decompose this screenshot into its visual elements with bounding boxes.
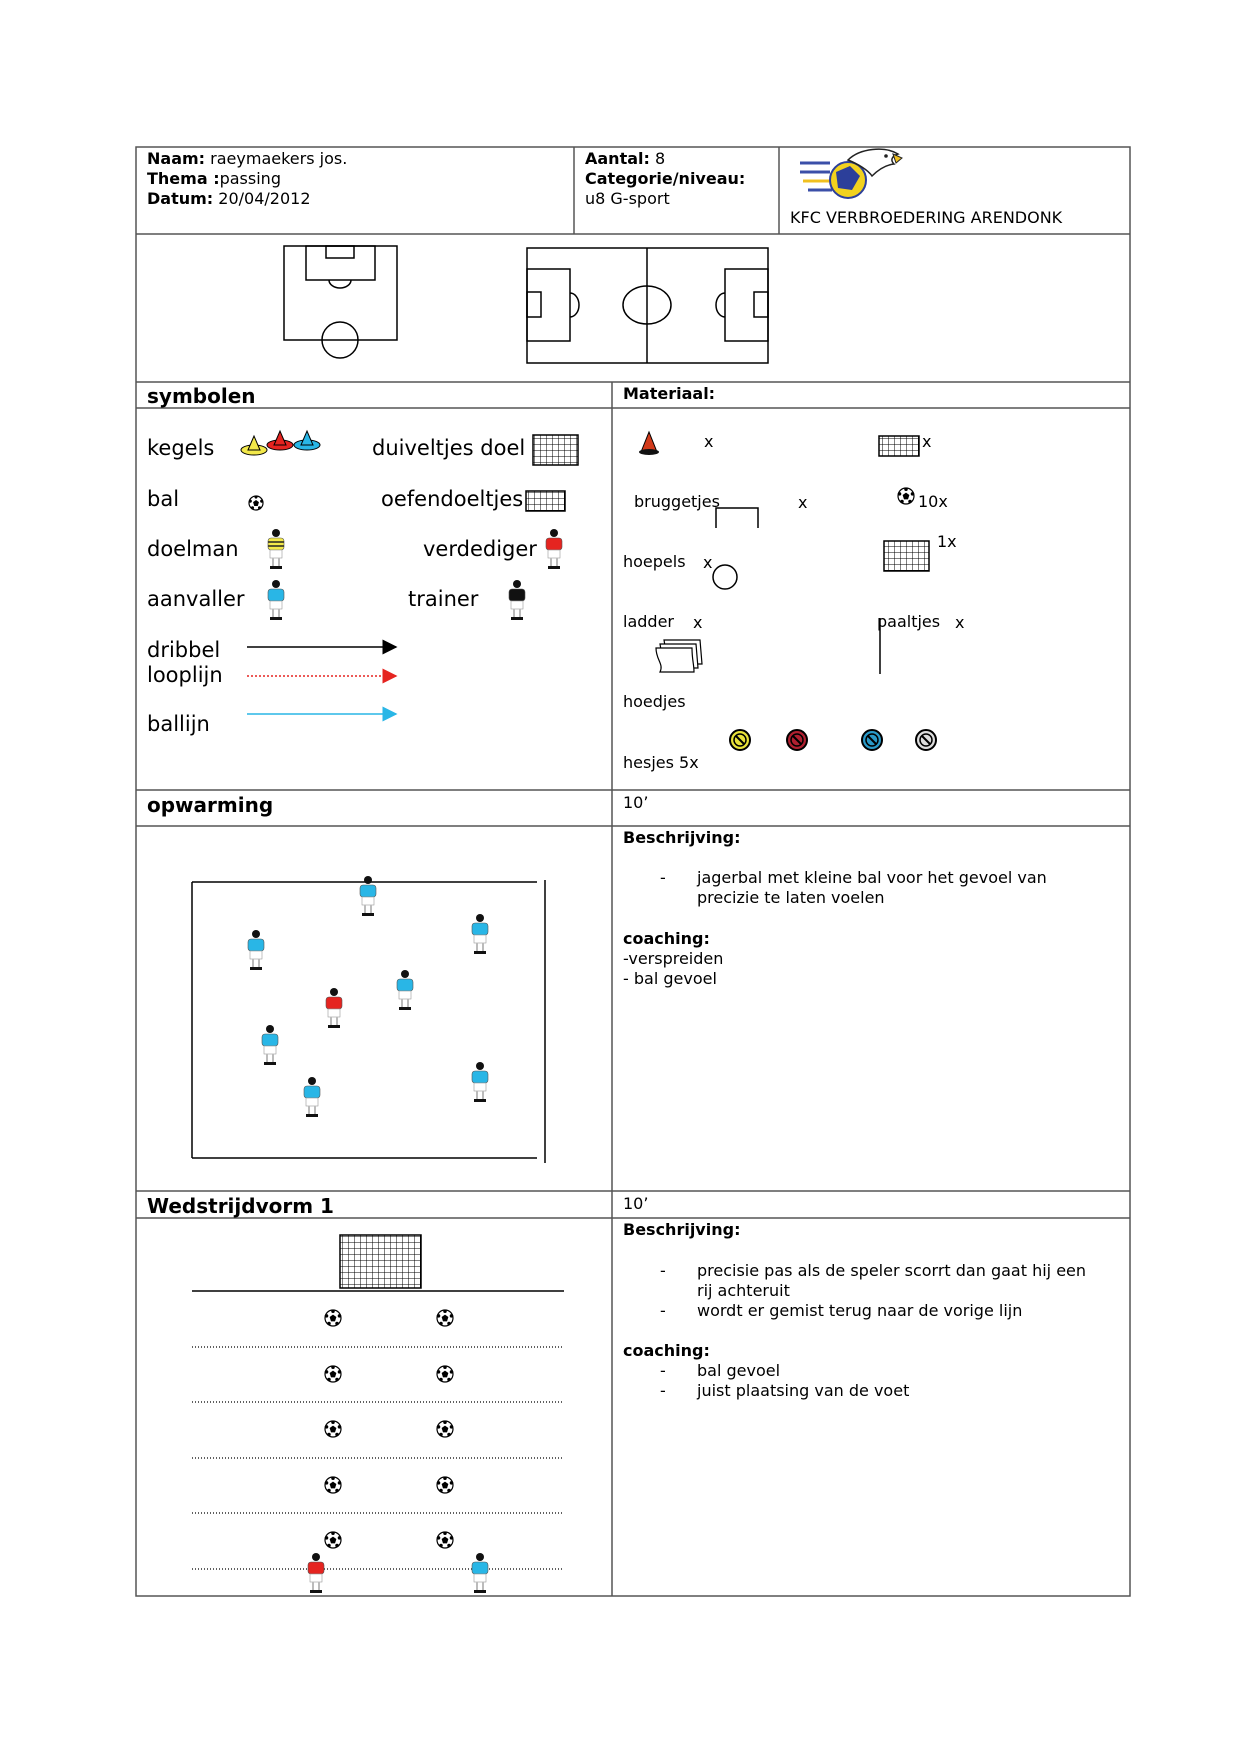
thema-label: Thema : bbox=[147, 169, 220, 188]
label-hesjes: hesjes 5x bbox=[623, 753, 699, 772]
naam-label: Naam: bbox=[147, 149, 206, 168]
wedstrijdvorm-title: Wedstrijdvorm 1 bbox=[147, 1194, 334, 1218]
opwarming-beschrijving-label: Beschrijving: bbox=[623, 828, 741, 847]
materiaal-title: Materiaal: bbox=[623, 384, 716, 403]
label-doelman: doelman bbox=[147, 537, 239, 561]
hoepels-count: x bbox=[703, 553, 713, 572]
label-paaltjes: paaltjes bbox=[877, 612, 941, 631]
thema-value: passing bbox=[219, 169, 281, 188]
label-aanvaller: aanvaller bbox=[147, 587, 245, 611]
ballen-count: 10x bbox=[918, 492, 948, 511]
opwarming-item-1: jagerbal met kleine bal voor het gevoel van bbox=[697, 868, 1047, 887]
opwarming-title: opwarming bbox=[147, 793, 274, 817]
wedstrijdvorm-coaching-label: coaching: bbox=[623, 1341, 710, 1360]
wedstrijdvorm-coaching-2: juist plaatsing van de voet bbox=[697, 1381, 910, 1400]
label-hoedjes: hoedjes bbox=[623, 692, 686, 711]
ladder-count: x bbox=[693, 613, 703, 632]
bullet-dash: - bbox=[660, 1381, 666, 1400]
opwarming-item-2: precizie te laten voelen bbox=[697, 888, 885, 907]
label-ballijn: ballijn bbox=[147, 712, 210, 736]
naam-line bbox=[147, 149, 347, 169]
label-verdediger: verdediger bbox=[423, 537, 537, 561]
datum-line bbox=[147, 189, 311, 209]
symbolen-title: symbolen bbox=[147, 384, 256, 408]
doel-count: 1x bbox=[937, 532, 957, 551]
label-looplijn: looplijn bbox=[147, 663, 223, 687]
kegel-count: x bbox=[704, 432, 714, 451]
label-oefendoeltjes: oefendoeltjes bbox=[381, 487, 524, 511]
wedstrijdvorm-coaching-1: bal gevoel bbox=[697, 1361, 781, 1380]
aantal-value: 8 bbox=[655, 149, 666, 168]
opwarming-coaching-1: -verspreiden bbox=[623, 949, 724, 968]
categorie-value: u8 G-sport bbox=[585, 189, 670, 208]
wedstrijdvorm-time: 10’ bbox=[623, 1194, 649, 1213]
thema-line bbox=[147, 169, 281, 189]
categorie-label: Categorie/niveau: bbox=[585, 169, 746, 188]
opwarming-coaching-label: coaching: bbox=[623, 929, 710, 948]
opwarming-time: 10’ bbox=[623, 793, 649, 812]
paaltjes-count: x bbox=[955, 613, 965, 632]
label-trainer: trainer bbox=[408, 587, 479, 611]
datum-value: 20/04/2012 bbox=[218, 189, 311, 208]
aantal-label: Aantal: bbox=[585, 149, 650, 168]
bullet-dash: - bbox=[660, 1361, 666, 1380]
bullet-dash: - bbox=[660, 1301, 666, 1320]
bruggetjes-count: x bbox=[798, 493, 808, 512]
naam-value: raeymaekers jos. bbox=[210, 149, 348, 168]
doel-count-x: x bbox=[922, 432, 932, 451]
wedstrijdvorm-item-1: precisie pas als de speler scorrt dan gaat hij een bbox=[697, 1261, 1087, 1280]
label-hoepels: hoepels bbox=[623, 552, 686, 571]
label-bal: bal bbox=[147, 487, 180, 511]
opwarming-coaching-2: - bal gevoel bbox=[623, 969, 717, 988]
wedstrijdvorm-item-3: wordt er gemist terug naar de vorige lijn bbox=[697, 1301, 1023, 1320]
bullet-dash: - bbox=[660, 1261, 666, 1280]
datum-label: Datum: bbox=[147, 189, 214, 208]
label-duiveltjes-doel: duiveltjes doel bbox=[372, 436, 526, 460]
label-dribbel: dribbel bbox=[147, 638, 221, 662]
wedstrijdvorm-item-2: rij achteruit bbox=[697, 1281, 790, 1300]
label-bruggetjes: bruggetjes bbox=[634, 492, 720, 511]
wedstrijdvorm-beschrijving-label: Beschrijving: bbox=[623, 1220, 741, 1239]
bullet-dash: - bbox=[660, 868, 666, 887]
aantal-line bbox=[585, 149, 665, 169]
label-kegels: kegels bbox=[147, 436, 215, 460]
club-name: KFC VERBROEDERING ARENDONK bbox=[790, 208, 1063, 227]
label-ladder: ladder bbox=[623, 612, 674, 631]
